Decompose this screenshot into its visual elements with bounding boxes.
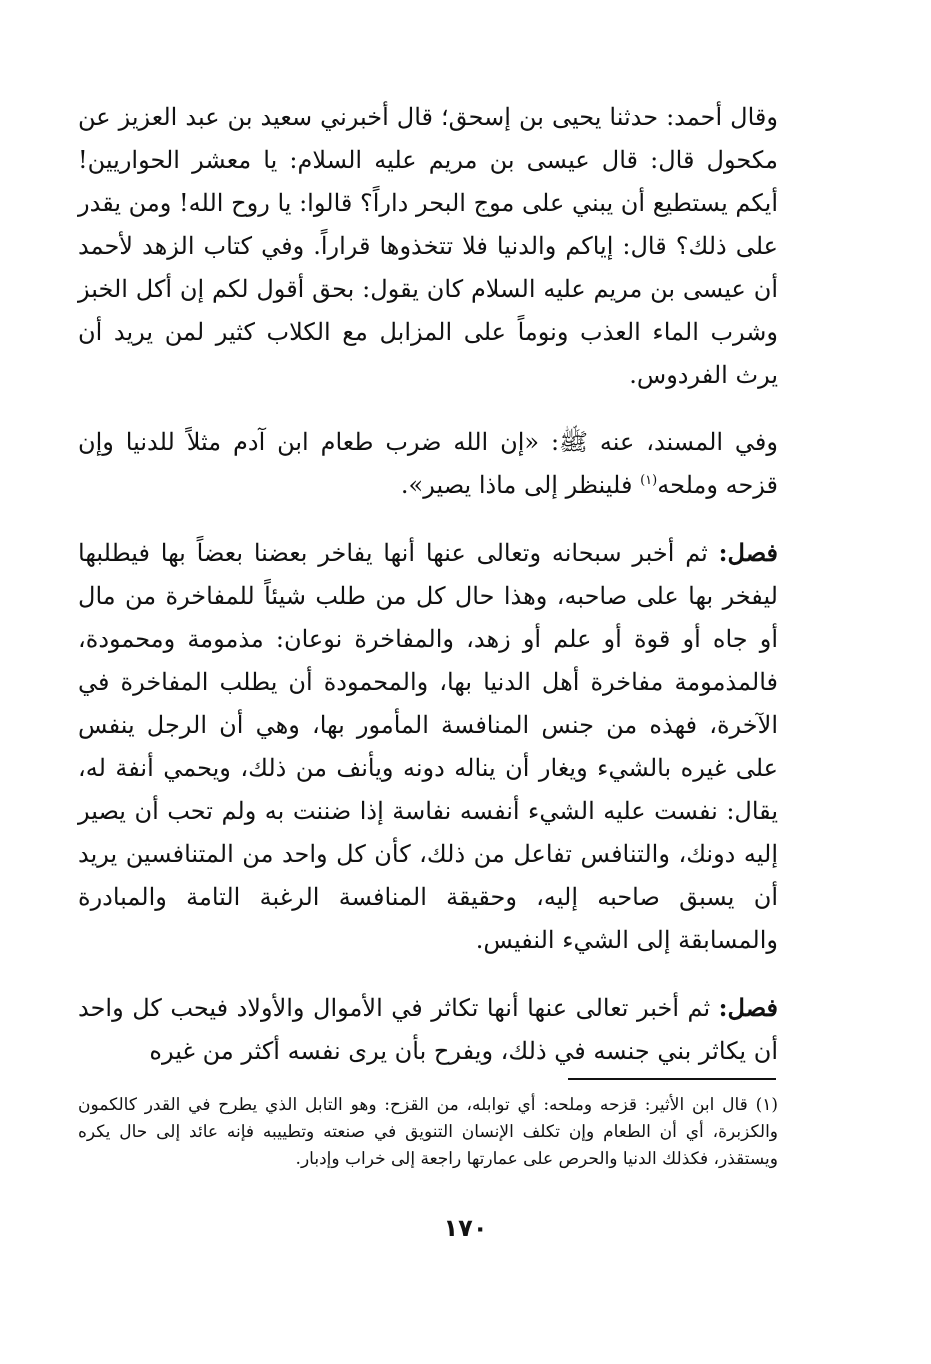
paragraph-musnad-text: وفي المسند، عنه ﷺ: «إن الله ضرب طعام ابن آدم مثلاً للدنيا وإن قزحه وملحه <box>78 428 778 499</box>
paragraph-fasl-mufakhara <box>78 531 778 962</box>
footnote-divider <box>568 1078 776 1080</box>
footnote-marker: (١) <box>755 1095 778 1115</box>
footnote-text: قال ابن الأثير: قزحه وملحه: أي توابله، من القزح: وهو التابل الذي يطرح في القدر كالكمون والكزبرة، أي أن الطعام وإن تكلف الإنسان التنويق في صنعته وتطييبه فإنه عائد إلى حال يكره ويستقذر، فكذلك الدنيا والحرص على عمارتها راجعة إلى خراب وإدبار. <box>78 1095 778 1169</box>
footnote-item <box>78 1092 778 1173</box>
paragraph-fasl-mufakhara-text: ثم أخبر سبحانه وتعالى عنها أنها يفاخر بعضنا بعضاً بها فيطلبها ليفخر بها على صاحبه، وهذا حال كل من طلب شيئاً للمفاخرة من مال أو جاه أو قوة أو علم أو زهد، والمفاخرة نوعان: مذمومة ومحمودة، فالمذمومة مفاخرة أهل الدنيا بها، والمحمودة أن يطلب المفاخرة في الآخرة، فهذه من جنس المنافسة المأمور بها، وهي أن الرجل ينفس على غيره بالشيء ويغار أن يناله دونه ويأنف من ذلك، ويحمي أنفة له، يقال: نفست عليه الشيء أنفسه نفاسة إذا ضننت به ولم تحب أن يصير إليه دونك، والتنافس تفاعل من ذلك، كأن كل واحد من المتنافسين يريد أن يسبق صاحبه إليه، وحقيقة المنافسة الرغبة التامة والمبادرة والمسابقة إلى الشيء النفيس. <box>78 539 778 954</box>
footnotes <box>78 1092 778 1173</box>
page-number: ١٧٠ <box>443 1214 488 1242</box>
paragraph-musnad-text-end: فلينظر إلى ماذا يصير». <box>400 471 641 499</box>
footnote-reference[interactable]: (١) <box>640 473 658 488</box>
paragraph-musnad-hadith <box>78 421 778 507</box>
paragraph-fasl-takathur-text: ثم أخبر تعالى عنها أنها تكاثر في الأموال والأولاد فيحب كل واحد أن يكاثر بني جنسه في ذلك، ويفرح بأن يرى نفسه أكثر من غيره <box>78 994 778 1065</box>
paragraph-fasl-takathur <box>78 986 778 1073</box>
paragraph-isa-hadith: وقال أحمد: حدثنا يحيى بن إسحق؛ قال أخبرني سعيد بن عبد العزيز عن مكحول قال: قال عيسى بن مريم عليه السلام: يا معشر الحواريين! أيكم يستطيع أن يبني على موج البحر داراً؟ قالوا: يا روح الله! ومن يقدر على ذلك؟ قال: إياكم والدنيا فلا تتخذوها قراراً. وفي كتاب الزهد لأحمد أن عيسى بن مريم عليه السلام كان يقول: بحق أقول لكم إن أكل الخبز وشرب الماء العذب ونوماً على المزابل مع الكلاب كثير لمن يريد أن يرث الفردوس. <box>78 103 778 389</box>
section-heading-fasl: فصل: <box>718 993 778 1022</box>
section-heading-fasl: فصل: <box>718 538 778 567</box>
main-text <box>78 96 778 1073</box>
